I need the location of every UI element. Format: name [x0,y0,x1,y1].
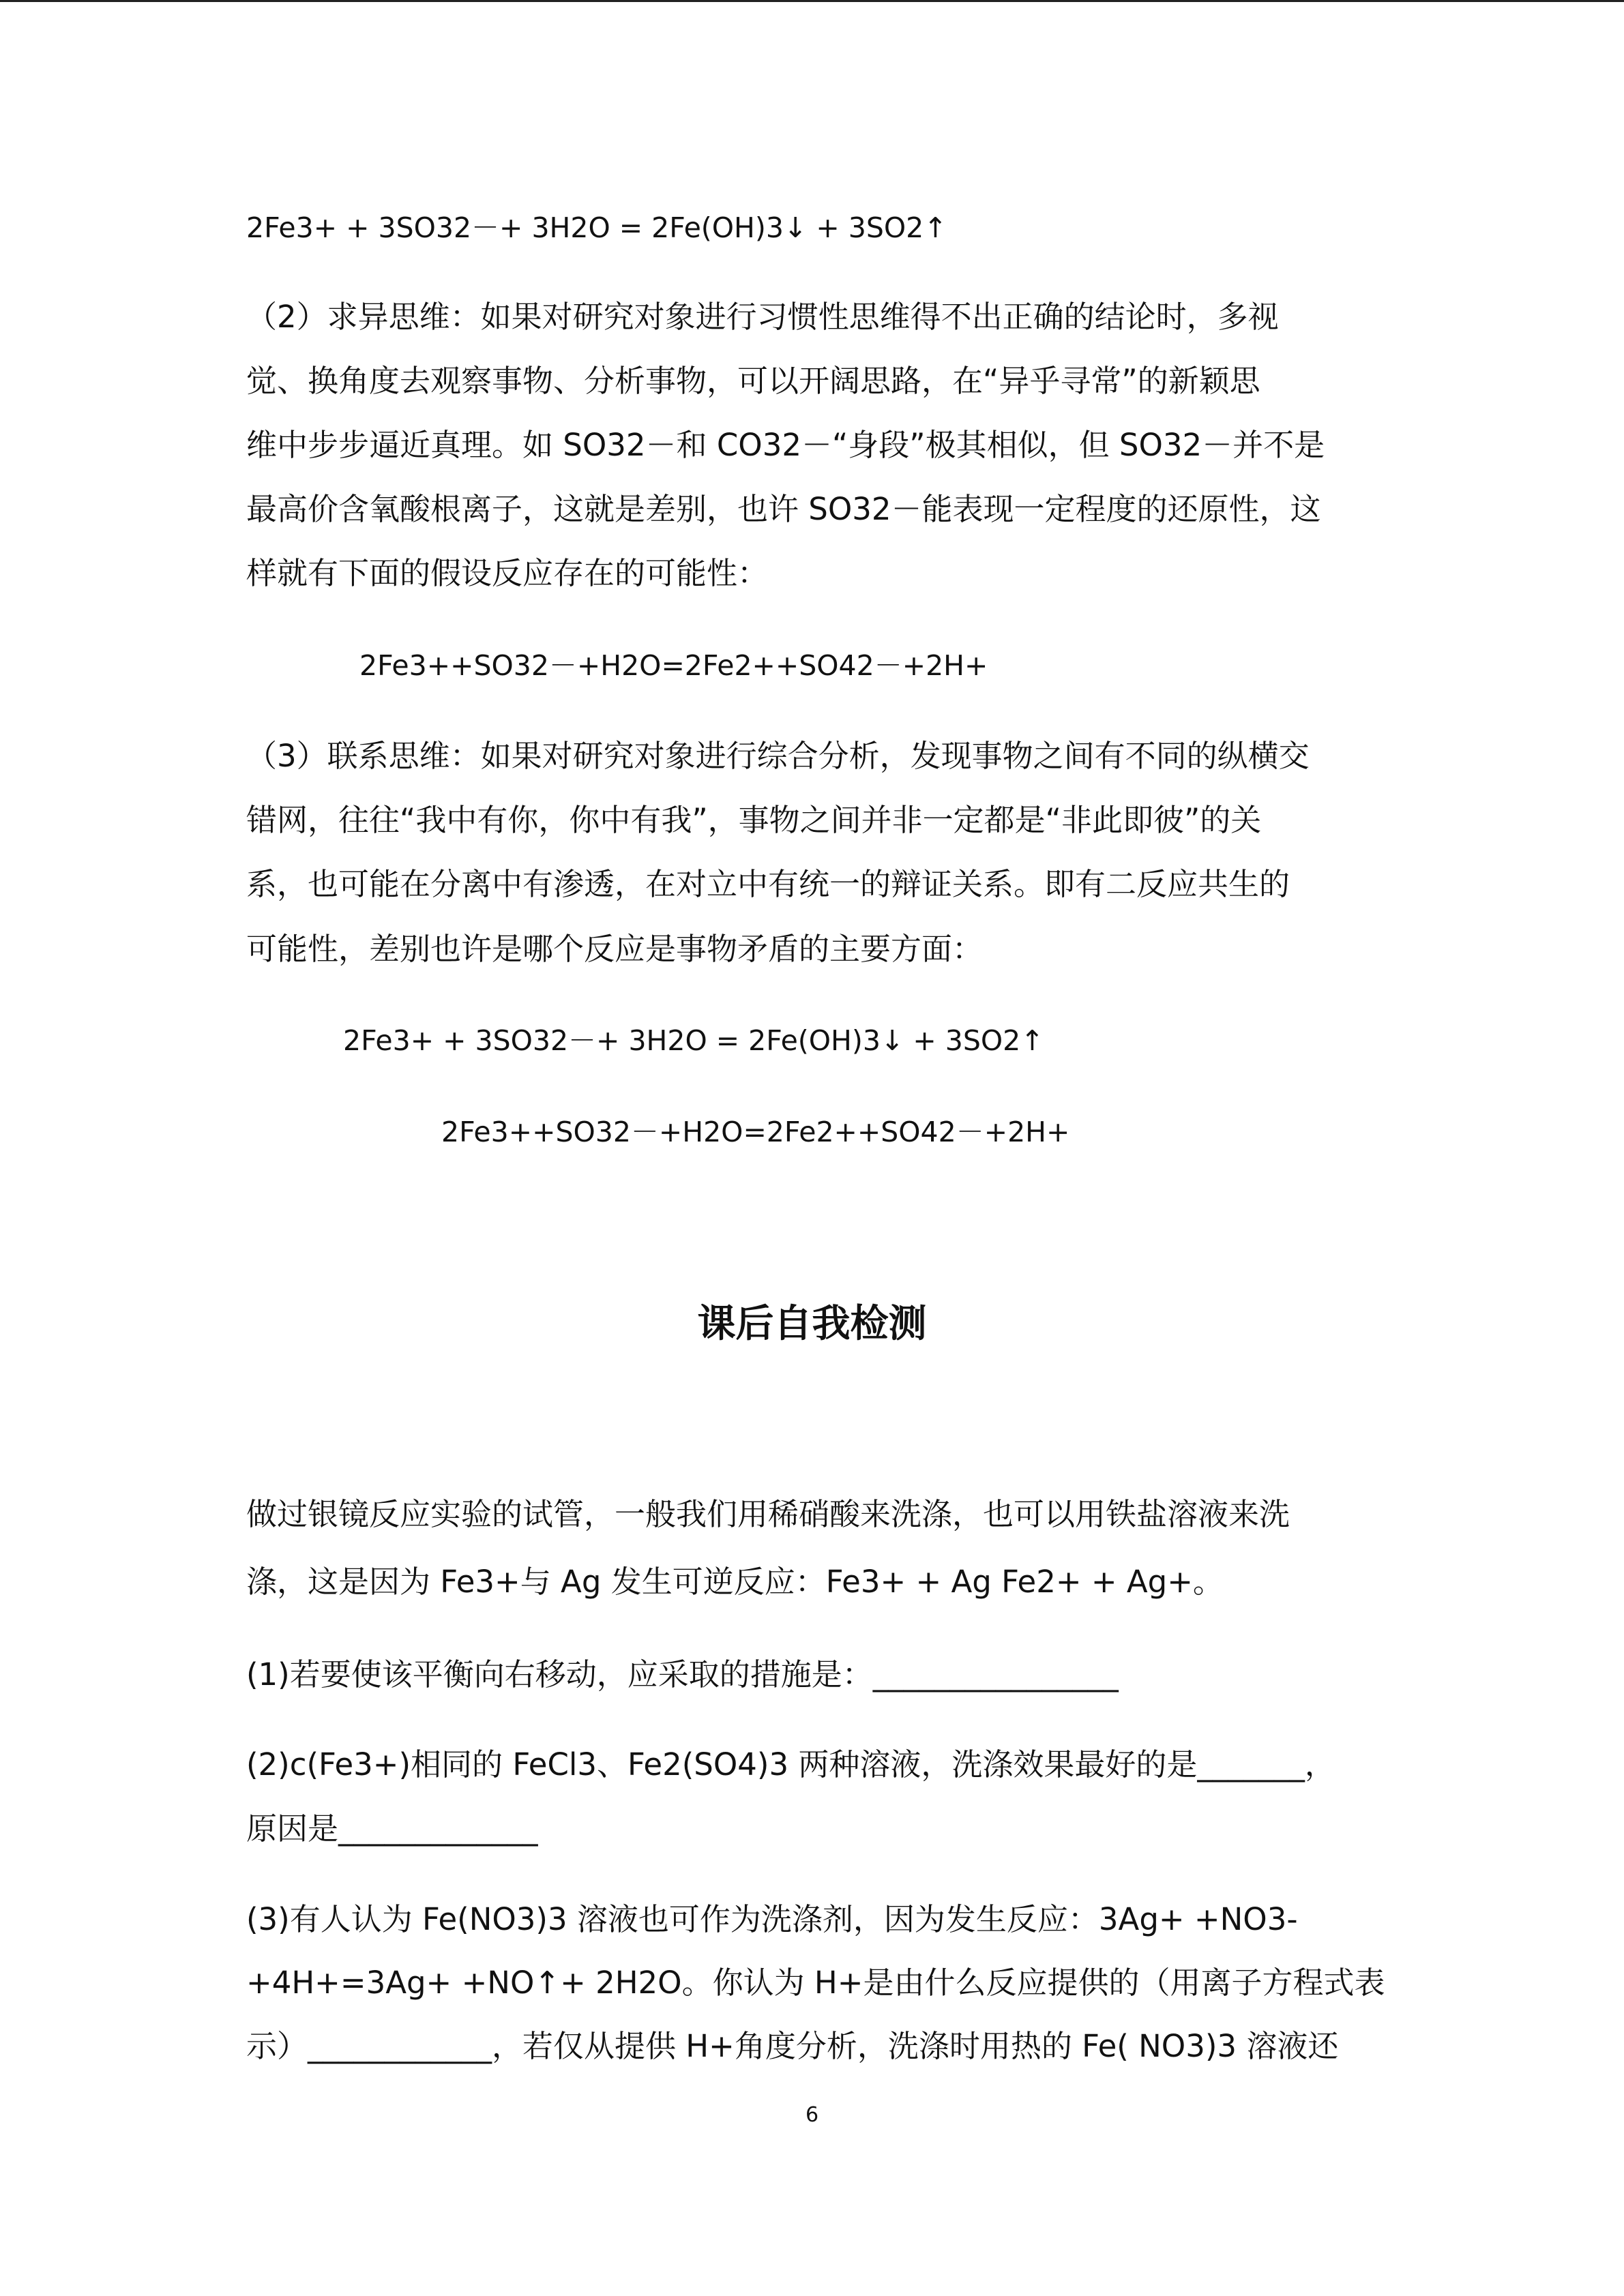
section2-line-5: 样就有下面的假设反应存在的可能性： [246,555,769,591]
intro-line-1: 做过银镜反应实验的试管，一般我们用稀硝酸来洗涤，也可以用铁盐溶液来洗 [246,1496,1290,1532]
section3-line-1: （3）联系思维：如果对研究对象进行综合分析，发现事物之间有不同的纵横交 [246,738,1310,774]
section2-line-1: （2）求异思维：如果对研究对象进行习惯性思维得不出正确的结论时，多视 [246,299,1279,335]
equation-hydrolysis: 2Fe3+ + 3SO32－+ 3H2O = 2Fe(OH)3↓ + 3SO2↑ [246,211,947,244]
top-border [0,0,1624,2]
section2-line-3: 维中步步逼近真理。如 SO32－和 CO32－“身段”极其相似，但 SO32－并不是 [246,427,1325,463]
section2-line-2: 觉、换角度去观察事物、分析事物，可以开阔思路，在“异乎寻常”的新颖思 [246,363,1260,399]
section2-line-4: 最高价含氧酸根离子，这就是差别，也许 SO32－能表现一定程度的还原性，这 [246,491,1321,527]
question-2-line-1: (2)c(Fe3+)相同的 FeCl3、Fe2(SO4)3 两种溶液，洗涤效果最好的是_______， [246,1746,1335,1783]
question-2-line-2: 原因是_____________ [246,1810,538,1847]
question-3-line-2: +4H+=3Ag+ +NO↑+ 2H2O。你认为 H+是由什么反应提供的（用离子方程式表 [246,1965,1385,2001]
equation-redox: 2Fe3++SO32－+H2O=2Fe2++SO42－+2H+ [359,649,988,682]
section3-line-4: 可能性，差别也许是哪个反应是事物矛盾的主要方面： [246,931,984,967]
section3-line-2: 错网，往往“我中有你，你中有我”，事物之间并非一定都是“非此即彼”的关 [246,802,1262,838]
section3-line-3: 系，也可能在分离中有渗透，在对立中有统一的辩证关系。即有二反应共生的 [246,866,1290,902]
question-3-line-1: (3)有人认为 Fe(NO3)3 溶液也可作为洗涤剂，因为发生反应：3Ag+ +NO3- [246,1901,1298,1937]
question-3-line-3: 示）____________，若仅从提供 H+角度分析，洗涤时用热的 Fe( NO3)3 溶液还 [246,2028,1339,2064]
equation-pair-hydrolysis: 2Fe3+ + 3SO32－+ 3H2O = 2Fe(OH)3↓ + 3SO2↑ [343,1024,1044,1057]
question-1: (1)若要使该平衡向右移动，应采取的措施是：________________ [246,1656,1119,1693]
intro-line-2: 涤，这是因为 Fe3+与 Ag 发生可逆反应：Fe3+ + Ag Fe2+ + Ag+。 [246,1564,1224,1600]
page-number: 6 [805,2103,819,2127]
section-heading: 课后自我检测 [697,1302,927,1346]
equation-pair-redox: 2Fe3++SO32－+H2O=2Fe2++SO42－+2H+ [441,1116,1070,1148]
